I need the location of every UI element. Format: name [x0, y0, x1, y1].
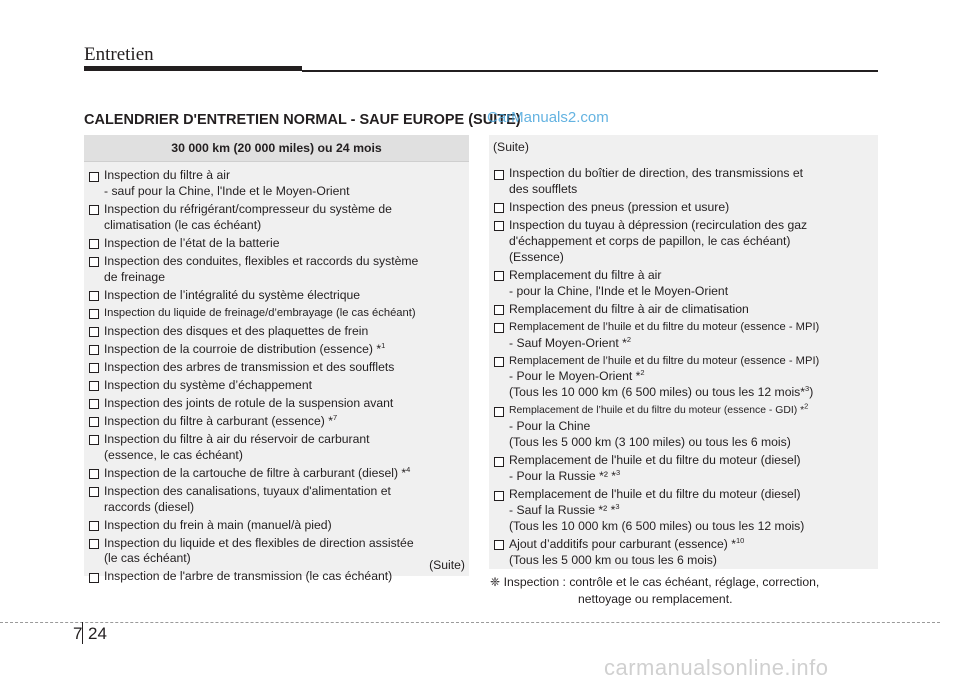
checkbox-icon [89, 381, 99, 391]
checklist-item-text: d'échappement et corps de papillon, le cas échéant) [509, 233, 791, 248]
suite-note-right: (Suite) [493, 140, 529, 154]
footer-dashed-rule [0, 622, 940, 623]
checklist-item-text: Inspection de la courroie de distribution (essence) *$^1$ [104, 340, 386, 356]
footnote-marker: 3 [805, 384, 810, 394]
checklist-item-text: Inspection du système d’échappement [104, 377, 312, 392]
chapter-number: 7 [73, 624, 83, 643]
checklist-item-text: (le cas échéant) [104, 551, 191, 566]
footnote-marker: 4 [406, 464, 411, 474]
footnote-marker: 2 [804, 401, 809, 411]
checklist-item [489, 403, 878, 451]
checklist-item-text: Inspection du boîtier de direction, des transmissions et [509, 166, 804, 180]
watermark-carmanualsonline: carmanualsonline.info [604, 655, 829, 680]
checklist-item-text: Inspection des canalisations, tuyaux d'alimentation et [104, 483, 391, 498]
checklist-item [84, 202, 469, 234]
checklist-item-text: - Sauf la Russie *² *$^3$ [509, 501, 620, 517]
checklist-item-text: Inspection du filtre à air du réservoir de carburant [104, 431, 370, 446]
checklist-item-text: Inspection des conduites, flexibles et raccords du système [104, 253, 419, 268]
checkbox-icon [89, 573, 99, 583]
checkbox-icon [89, 257, 99, 267]
checklist-item [489, 166, 878, 198]
checklist-item [489, 218, 878, 266]
checkbox-icon [89, 205, 99, 215]
checklist-item-text: Inspection de l’intégralité du système électrique [104, 287, 361, 302]
maintenance-column-right [489, 135, 878, 569]
checkbox-icon [89, 521, 99, 531]
checklist-item-text: Inspection des arbres de transmission et des soufflets [104, 359, 395, 374]
checklist-item-text: Inspection de l'arbre de transmission (le cas échéant) [104, 569, 393, 584]
checklist-item-text: Inspection des pneus (pression et usure) [509, 199, 730, 214]
checklist-item-text: Inspection de l’état de la batterie [104, 235, 280, 250]
footnote-marker: 3 [615, 501, 620, 511]
checklist-item [489, 487, 878, 535]
footnote-marker: 7 [332, 412, 338, 422]
checklist-item [84, 168, 469, 200]
footnote-marker: 1 [381, 340, 386, 350]
checklist-item [84, 466, 469, 482]
checklist-item [489, 268, 878, 300]
checkbox-icon [89, 239, 99, 249]
checklist-item [489, 302, 878, 318]
checklist-item-text: - pour la Chine, l'Inde et le Moyen-Orient [509, 283, 729, 298]
checklist-item-text: Inspection des joints de rotule de la suspension avant [104, 395, 394, 410]
checklist-item-text: raccords (diesel) [104, 499, 195, 514]
checkbox-icon [89, 309, 99, 319]
legend-line-2: nettoyage ou remplacement. [578, 592, 733, 606]
checkbox-icon [89, 172, 99, 182]
footnote-marker: 3 [616, 468, 621, 477]
page-number-separator [82, 622, 83, 644]
checkbox-icon [89, 539, 99, 549]
checklist-item [84, 536, 469, 568]
checklist-item [489, 537, 878, 569]
checklist-item-text: Remplacement du filtre à air [509, 267, 662, 282]
checklist-item-text: Remplacement de l’huile et du filtre du moteur (essence - MPI) [509, 320, 820, 333]
checklist-item-text: (essence, le cas échéant) [104, 447, 243, 462]
checklist-item-text: Inspection du réfrigérant/compresseur du système de [104, 201, 392, 216]
checklist-item-text: (Tous les 5 000 km (3 100 miles) ou tous les 6 mois) [509, 435, 791, 450]
checkbox-icon [494, 203, 504, 213]
checklist-item-text: Remplacement de l'huile et du filtre du moteur (diesel) [509, 487, 801, 502]
checklist-item [84, 306, 469, 322]
checkbox-icon [89, 291, 99, 301]
checklist-item-text: - sauf pour la Chine, l'Inde et le Moyen-Orient [104, 183, 350, 198]
footnote-marker: 2 [640, 368, 645, 378]
watermark-carmanuals2: CarManuals2.com [487, 109, 609, 126]
suite-note-left: (Suite) [429, 558, 465, 572]
checklist-item [84, 254, 469, 286]
checklist-item [84, 396, 469, 412]
checklist-item-text: Ajout d’additifs pour carburant (essence) *$^{10}$ [509, 535, 745, 551]
checklist-right [489, 162, 878, 569]
checkbox-icon [89, 345, 99, 355]
checkbox-icon [89, 417, 99, 427]
legend-line-1: ❈ Inspection : contrôle et le cas échéant, réglage, correction, [490, 575, 820, 589]
checklist-item-text: Remplacement de l’huile et du filtre du moteur (essence - MPI) [509, 354, 820, 367]
checkbox-icon [89, 469, 99, 479]
checklist-item-text: Remplacement du filtre à air de climatisation [509, 301, 749, 316]
checklist-item-text: (Tous les 5 000 km ou tous les 6 mois) [509, 552, 717, 567]
checklist-item-text: climatisation (le cas échéant) [104, 217, 262, 232]
header-rule-thick [84, 66, 302, 71]
checklist-item [84, 484, 469, 516]
checkbox-icon [494, 221, 504, 231]
checkbox-icon [494, 407, 504, 417]
checklist-item-text: des soufflets [509, 181, 578, 196]
checklist-item-text: (Tous les 10 000 km (6 500 miles) ou tous les 12 mois) [509, 518, 805, 533]
checklist-item-text: Inspection des disques et des plaquettes de frein [104, 323, 369, 338]
checkbox-icon [494, 357, 504, 367]
checklist-item-text: Inspection du filtre à air [104, 168, 231, 182]
checklist-item [489, 354, 878, 402]
footnote-marker: 2 [626, 334, 632, 344]
checkbox-icon [494, 457, 504, 467]
checklist-item-text: Inspection du filtre à carburant (essence) *$^7$ [104, 412, 338, 428]
checklist-item [84, 324, 469, 340]
checklist-item-text: Inspection du tuyau à dépression (recirculation des gaz [509, 217, 808, 232]
checklist-item-text: - Pour la Chine [509, 419, 591, 434]
checkbox-icon [89, 327, 99, 337]
checklist-item [84, 432, 469, 464]
checklist-item [84, 378, 469, 394]
checklist-item-text: - Pour la Russie *² *$^3$ [509, 468, 621, 484]
checkbox-icon [89, 363, 99, 373]
checklist-item-text: Remplacement de l’huile et du filtre du moteur (essence - GDI) *$^2$ [509, 401, 809, 417]
checkbox-icon [494, 491, 504, 501]
checklist-item [84, 569, 469, 585]
section-title: Entretien [84, 44, 154, 65]
checklist-item [84, 518, 469, 534]
checklist-item [489, 320, 878, 352]
checklist-item-text: Inspection du frein à main (manuel/à pied) [104, 517, 332, 532]
checkbox-icon [89, 435, 99, 445]
checklist-item [84, 288, 469, 304]
checklist-item [84, 360, 469, 376]
checklist-item-text: (Essence) [509, 249, 564, 264]
page-number: 24 [88, 624, 107, 643]
checklist-item-text: Inspection du liquide et des flexibles de direction assistée [104, 535, 414, 550]
checkbox-icon [494, 305, 504, 315]
header-rule-thin [302, 70, 878, 72]
calendar-title: CALENDRIER D'ENTRETIEN NORMAL - SAUF EUROPE (SUITE) [84, 112, 521, 128]
checklist-item [489, 453, 878, 485]
interval-header: 30 000 km (20 000 miles) ou 24 mois [84, 135, 469, 162]
checklist-item [84, 414, 469, 430]
checklist-left [84, 162, 469, 585]
checkbox-icon [494, 271, 504, 281]
checklist-item-text: (Tous les 10 000 km (6 500 miles) ou tous les 12 mois*$^3$) [509, 384, 814, 400]
checkbox-icon [89, 487, 99, 497]
checklist-item-text: Inspection de la cartouche de filtre à carburant (diesel) *$^4$ [104, 464, 411, 480]
maintenance-column-left [84, 135, 469, 584]
checklist-item-text: - Sauf Moyen-Orient *$^2$ [509, 334, 632, 350]
checklist-item-text: de freinage [104, 269, 165, 284]
footnote-marker: 10 [735, 535, 745, 545]
checklist-item [84, 342, 469, 358]
checklist-item [489, 200, 878, 216]
inspection-legend [490, 574, 878, 608]
checkbox-icon [89, 399, 99, 409]
checklist-item-text: Inspection du liquide de freinage/d’embrayage (le cas échéant) [104, 306, 416, 319]
checkbox-icon [494, 540, 504, 550]
checklist-item-text: - Pour le Moyen-Orient *$^2$ [509, 368, 645, 384]
checkbox-icon [494, 323, 504, 333]
checklist-item [84, 236, 469, 252]
checkbox-icon [494, 170, 504, 180]
checklist-item-text: Remplacement de l'huile et du filtre du moteur (diesel) [509, 453, 801, 468]
